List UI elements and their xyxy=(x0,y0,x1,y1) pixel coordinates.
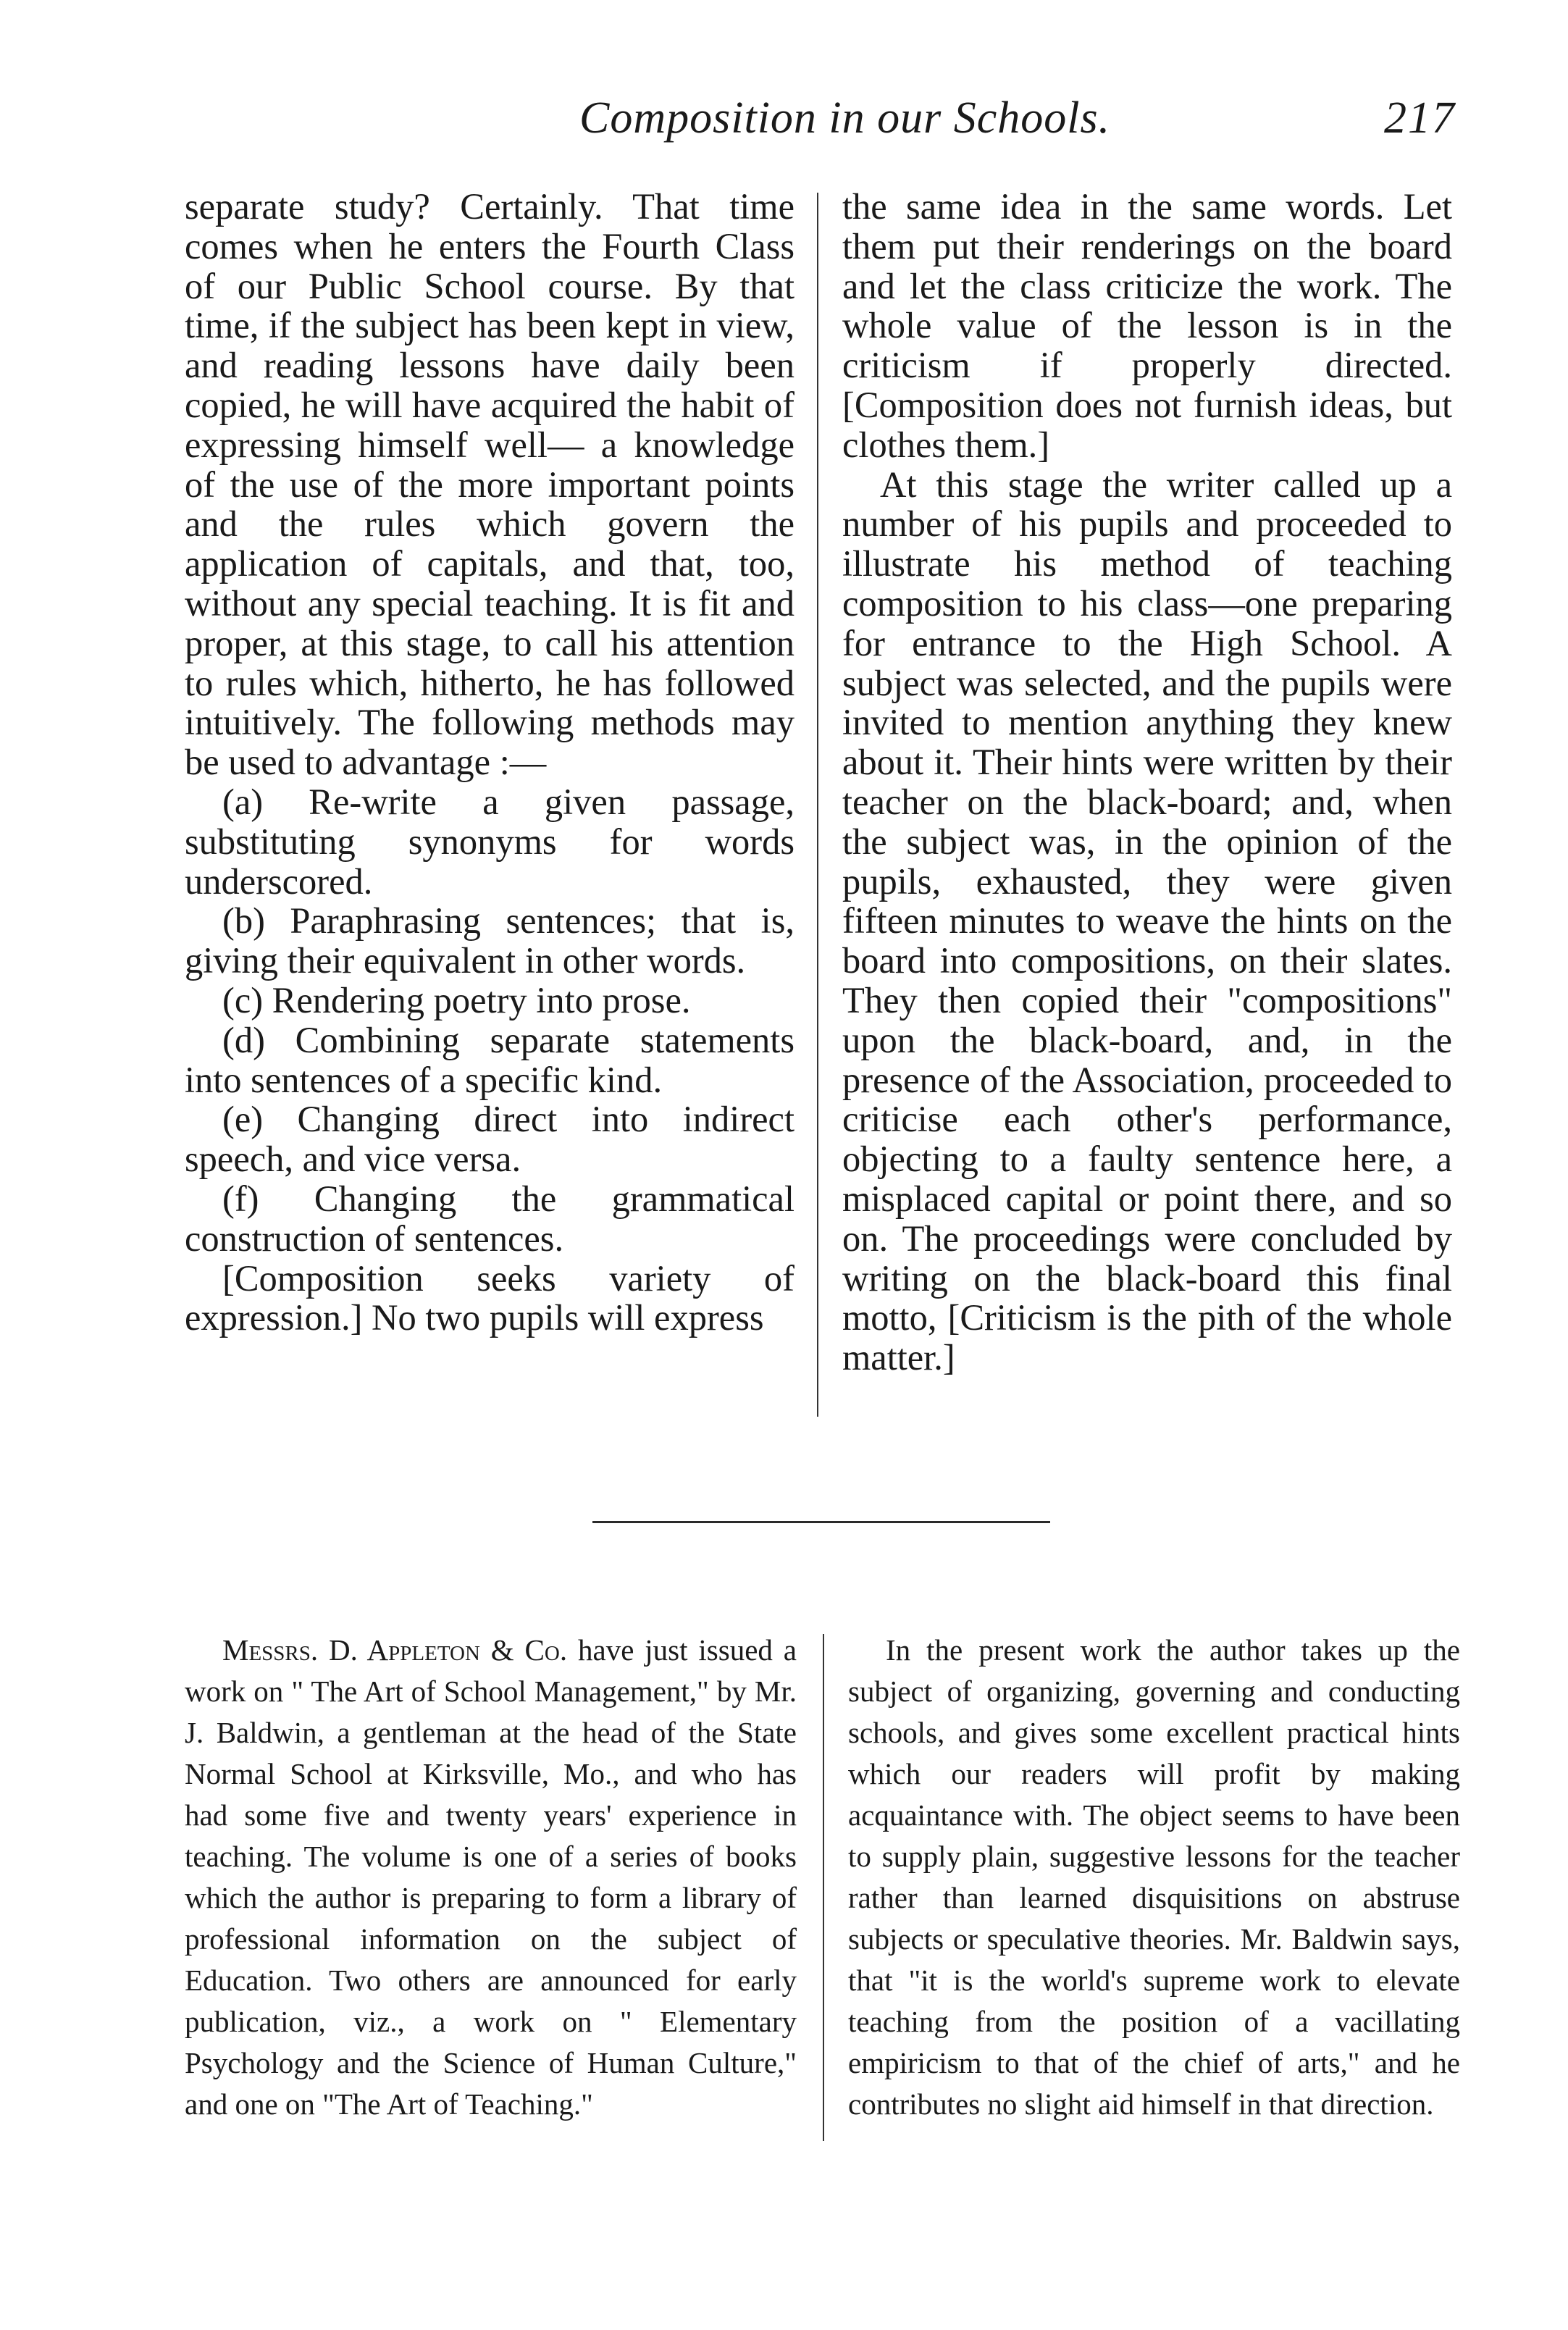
publisher-name: Messrs. D. Appleton & Co. xyxy=(222,1633,568,1667)
column-divider xyxy=(817,193,818,1417)
method-item-c: (c) Rendering poetry into prose. xyxy=(222,979,691,1021)
notice-left-column xyxy=(185,1630,797,2125)
running-title: Composition in our Schools. xyxy=(579,93,1111,143)
paragraph: In the present work the author takes up the subject of organizing, governing and conducting schools, and gives some excellent practical hints which our readers will profit by making acquaintance with. The object seems to have been to supply plain, suggestive lessons for the teacher rather than learned disquisitions on abstruse subjects or speculative theories. Mr. Baldwin says, that "it is the world's supreme work to elevate teaching from the position of a vacillating empiricism to that of the chief of arts," and he contributes no slight aid himself in that direction. xyxy=(848,1633,1460,2121)
method-item-e: (e) Changing direct into indirect speech, and vice versa. xyxy=(185,1099,795,1180)
notice-text: have just issued a work on " The Art of School Management," by Mr. J. Baldwin, a gentleman at the head of the State Normal School at Kirksville, Mo., and who has had some five and twenty years' experience in teaching. The volume is one of a series of books which the author is preparing to form a library of professional information on the subject of Education. Two others are announced for early publication, viz., a work on " Elementary Psychology and the Science of Human Culture," and one on "The Art of Teaching." xyxy=(185,1633,797,2121)
paragraph: At this stage the writer called up a number of his pupils and proceeded to illustrate his method of teaching composition to his class—one preparing for entrance to the High School. A subject was selected, and the pupils were invited to mention anything they knew about it. Their hints were written by their teacher on the black-board; and, when the subject was, in the opinion of the pupils, exhausted, they were given fifteen minutes to weave the hints on the board into compositions, on their slates. They then copied their "compositions" upon the black-board, and, in the presence of the Association, proceeded to criticise each other's performance, objecting to a faulty sentence here, a misplaced capital or point there, and so on. The proceedings were concluded by writing on the black-board this final motto, [Criticism is the pith of the whole matter.] xyxy=(842,464,1452,1378)
page-number: 217 xyxy=(1384,93,1456,143)
method-item-f: (f) Changing the grammatical construction of sentences. xyxy=(185,1178,795,1259)
method-item-a: (a) Re-write a given passage, substituting synonyms for words underscored. xyxy=(185,781,795,902)
paragraph xyxy=(185,1630,797,2125)
book-notice xyxy=(185,1630,1463,2209)
article-right-column xyxy=(842,187,1452,1378)
article-body xyxy=(185,187,1463,1433)
page-header xyxy=(174,93,1456,158)
section-separator-rule xyxy=(592,1521,1050,1523)
method-item-b: (b) Paraphrasing sentences; that is, giving their equivalent in other words. xyxy=(185,900,795,981)
notice-right-column xyxy=(848,1630,1460,2125)
paragraph: separate study? Certainly. That time comes when he enters the Fourth Class of our Public School course. By that time, if the subject has been kept in view, and reading lessons have daily been copied, he will have acquired the habit of expressing himself well— a knowledge of the use of the more important points and the rules which govern the application of capitals, and that, too, without any special teaching. It is fit and proper, at this stage, to call his attention to rules which, hitherto, he has followed intuitively. The following methods may be used to advantage :— xyxy=(185,186,795,783)
paragraph: [Composition seeks variety of expression.] No two pupils will express xyxy=(185,1257,795,1338)
paragraph: the same idea in the same words. Let them put their renderings on the board and let the class criticize the work. The whole value of the lesson is in the criticism if properly directed. [Composition does not furnish ideas, but clothes them.] xyxy=(842,186,1452,465)
method-item-d: (d) Combining separate statements into sentences of a specific kind. xyxy=(185,1019,795,1100)
column-divider xyxy=(823,1634,824,2141)
article-left-column xyxy=(185,187,795,1338)
